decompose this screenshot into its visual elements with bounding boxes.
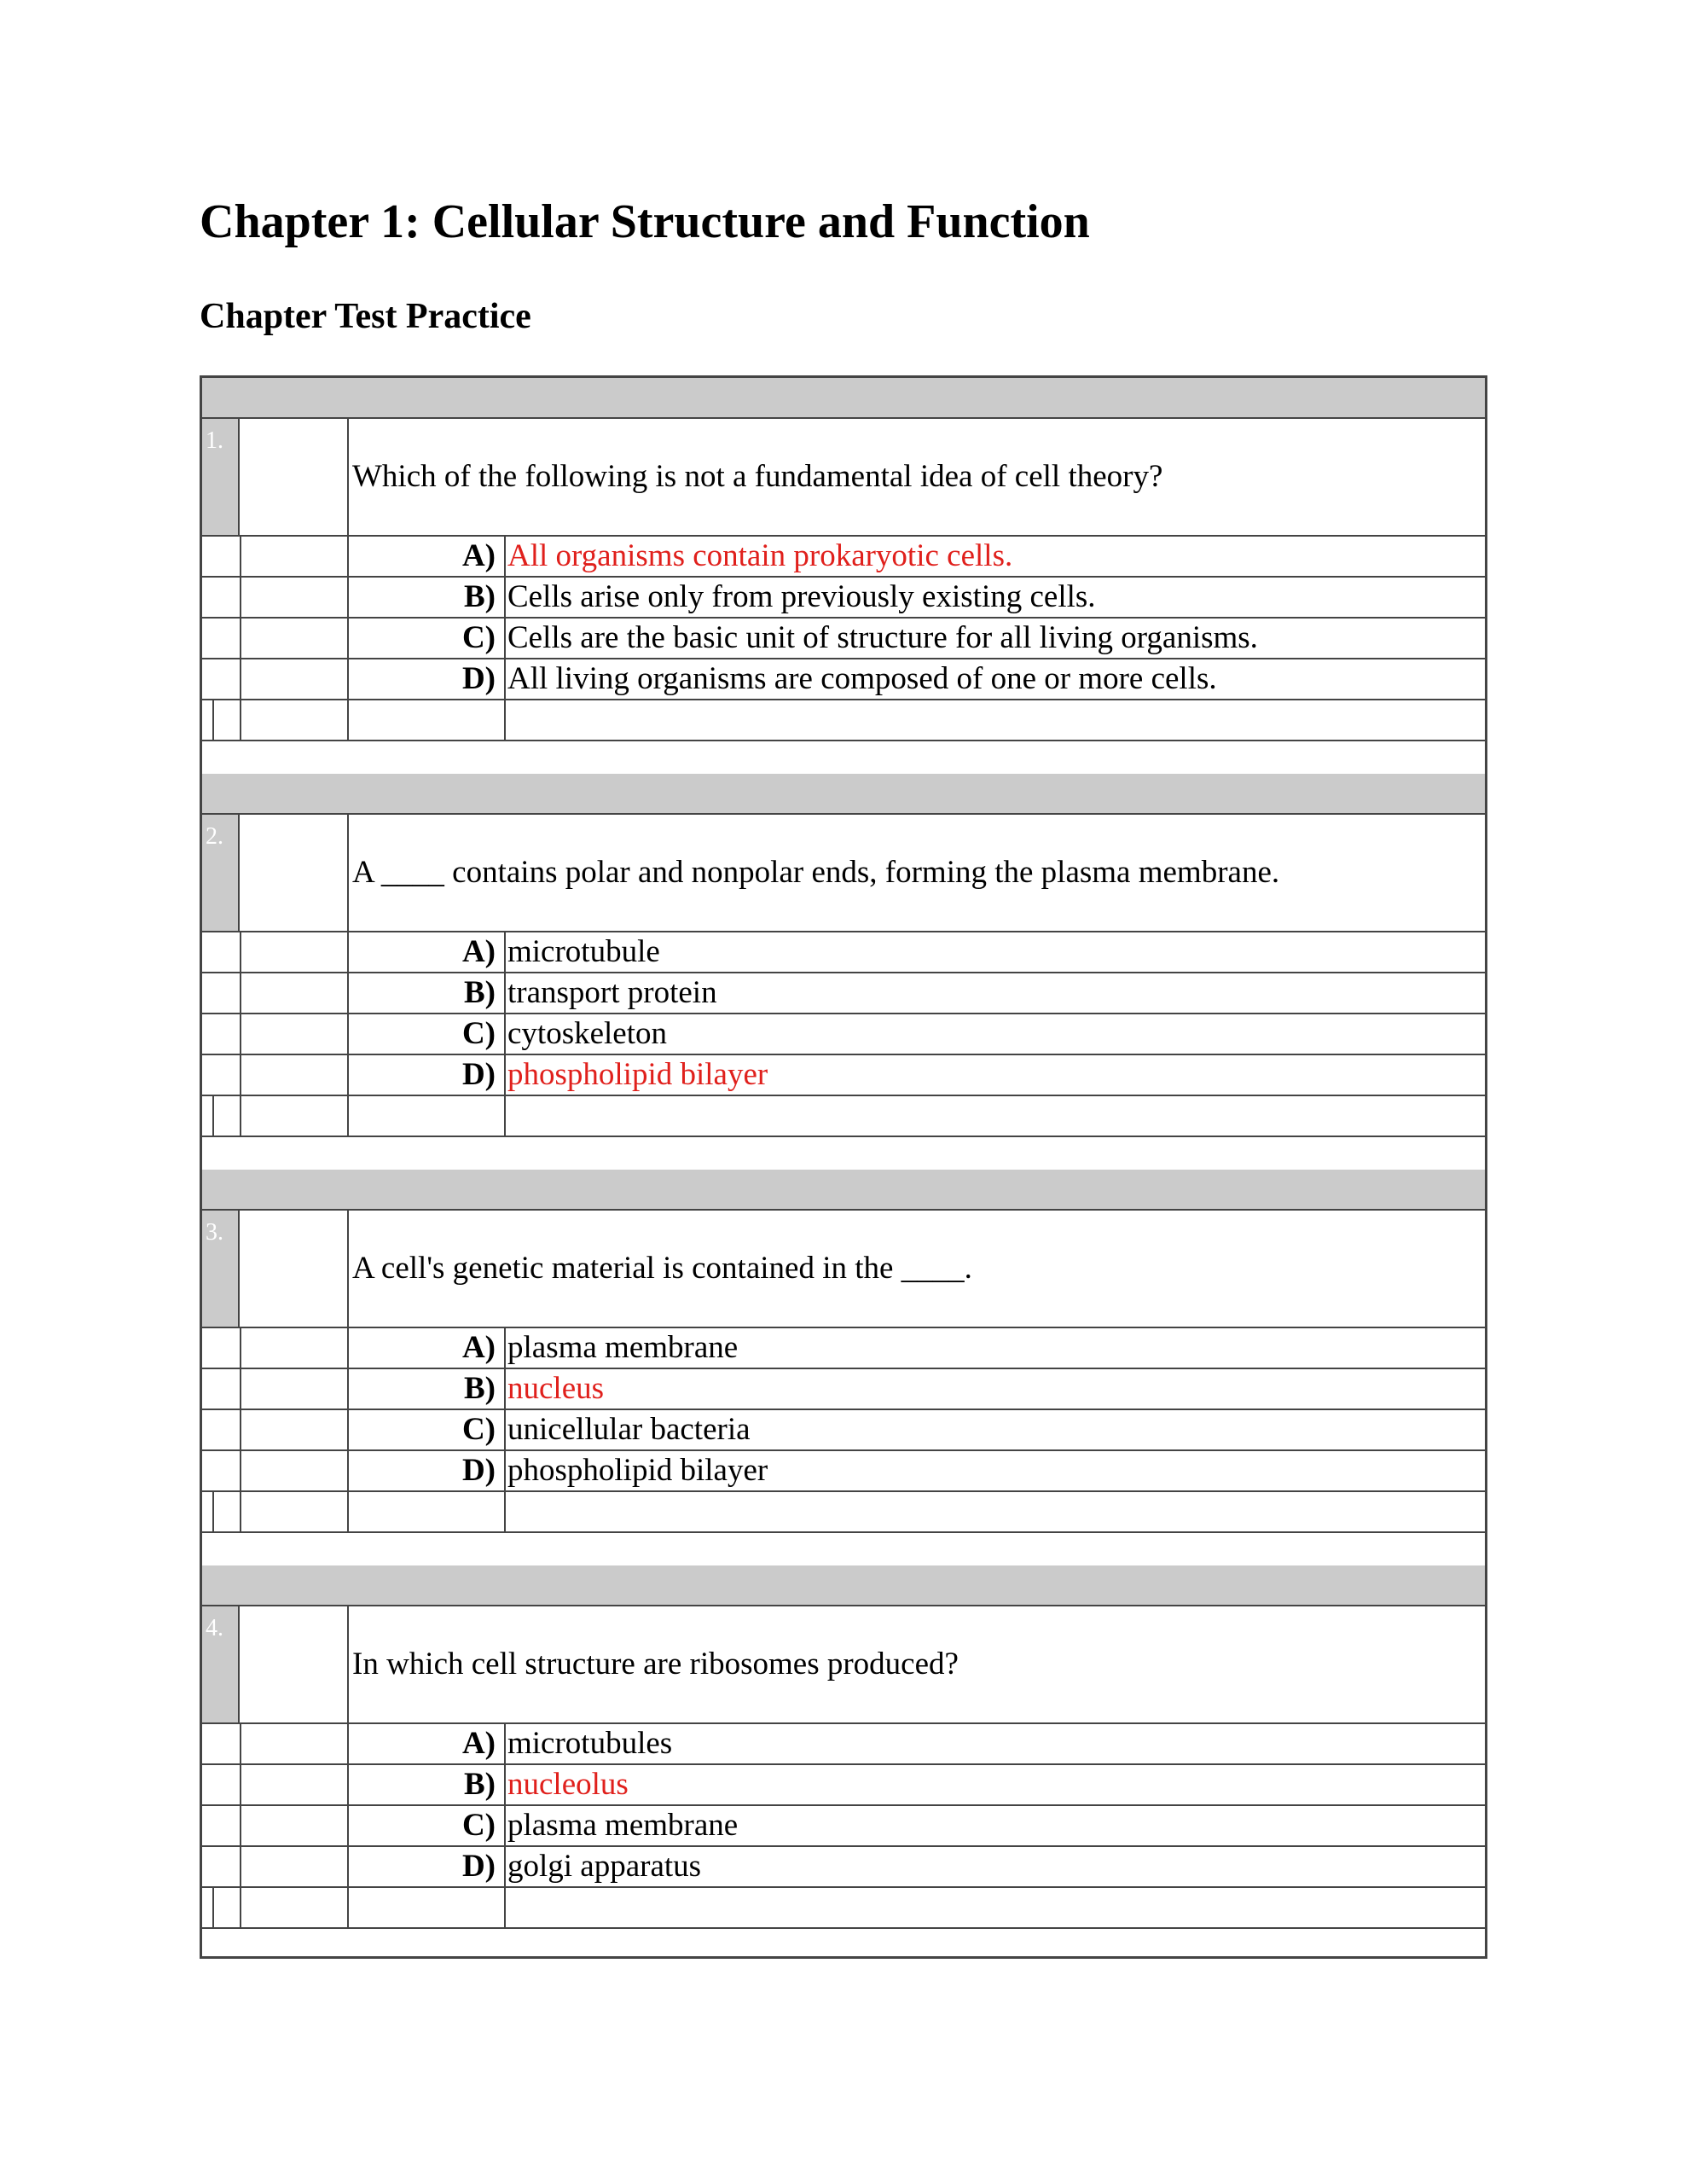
- column-rule: [212, 1490, 214, 1531]
- option-letter: A): [461, 1726, 496, 1761]
- option-letter: D): [461, 661, 496, 696]
- answer-option: Cells arise only from previously existing cells.: [507, 579, 1096, 614]
- row-rule: [202, 1763, 1485, 1765]
- question-number: 2.: [206, 823, 223, 850]
- column-rule: [212, 699, 214, 740]
- row-rule: [202, 1804, 1485, 1806]
- answer-option: microtubule: [507, 934, 660, 969]
- row-rule: [202, 1013, 1485, 1014]
- option-letter: C): [461, 620, 496, 655]
- correct-answer-option: phospholipid bilayer: [507, 1057, 768, 1092]
- row-rule: [202, 699, 1485, 700]
- question-number: 1.: [206, 427, 223, 454]
- question-number-cell: [202, 1211, 240, 1327]
- question-text: Which of the following is not a fundamental idea of cell theory?: [352, 459, 1163, 494]
- question-text: A cell's genetic material is contained in the ____.: [352, 1251, 972, 1286]
- row-rule: [202, 1095, 1485, 1096]
- answer-option: plasma membrane: [507, 1808, 739, 1843]
- question-header-band: [202, 1565, 1485, 1606]
- question-text: A ____ contains polar and nonpolar ends, forming the plasma membrane.: [352, 855, 1280, 890]
- column-rule: [240, 1722, 241, 1927]
- correct-answer-option: nucleolus: [507, 1767, 629, 1802]
- answer-option: golgi apparatus: [507, 1849, 702, 1884]
- row-rule: [202, 1449, 1485, 1451]
- row-rule: [202, 1409, 1485, 1410]
- column-rule: [212, 1886, 214, 1927]
- correct-answer-option: All organisms contain prokaryotic cells.: [507, 538, 1013, 573]
- answer-option: phospholipid bilayer: [507, 1453, 768, 1488]
- answer-option: microtubules: [507, 1726, 673, 1761]
- row-rule: [202, 1327, 1485, 1328]
- row-rule: [202, 535, 1485, 537]
- answer-option: cytoskeleton: [507, 1016, 668, 1051]
- option-letter: C): [461, 1412, 496, 1447]
- column-rule: [240, 1327, 241, 1531]
- row-rule: [202, 1531, 1485, 1533]
- question-number-cell: [202, 419, 240, 535]
- question-number: 3.: [206, 1219, 223, 1246]
- question-header-band: [202, 1170, 1485, 1211]
- row-rule: [202, 1886, 1485, 1888]
- option-letter: D): [461, 1057, 496, 1092]
- column-rule: [240, 931, 241, 1136]
- option-letter: B): [464, 1767, 496, 1802]
- answer-option: plasma membrane: [507, 1330, 739, 1365]
- row-rule: [202, 1136, 1485, 1137]
- row-rule: [202, 658, 1485, 659]
- option-letter: B): [464, 1371, 496, 1406]
- row-rule: [202, 740, 1485, 741]
- row-rule: [202, 1054, 1485, 1055]
- question-table: [200, 375, 1487, 1959]
- option-letter: D): [461, 1849, 496, 1884]
- row-rule: [202, 1845, 1485, 1847]
- option-letter: A): [461, 538, 496, 573]
- row-rule: [202, 617, 1485, 619]
- page-title: Chapter 1: Cellular Structure and Function: [200, 195, 1090, 248]
- row-rule: [202, 1368, 1485, 1369]
- question-number-cell: [202, 1606, 240, 1722]
- row-rule: [202, 1490, 1485, 1492]
- row-rule: [202, 1927, 1485, 1929]
- row-rule: [202, 1722, 1485, 1724]
- option-letter: A): [461, 1330, 496, 1365]
- option-letter: C): [461, 1016, 496, 1051]
- question-header-band: [202, 378, 1485, 419]
- row-rule: [202, 576, 1485, 578]
- option-letter: A): [461, 934, 496, 969]
- column-rule: [212, 1095, 214, 1136]
- question-number-cell: [202, 815, 240, 931]
- option-letter: B): [464, 975, 496, 1010]
- column-rule: [240, 535, 241, 740]
- correct-answer-option: nucleus: [507, 1371, 605, 1406]
- page-subtitle: Chapter Test Practice: [200, 297, 531, 336]
- option-letter: B): [464, 579, 496, 614]
- option-letter: D): [461, 1453, 496, 1488]
- row-rule: [202, 931, 1485, 932]
- answer-option: unicellular bacteria: [507, 1412, 751, 1447]
- question-text: In which cell structure are ribosomes produced?: [352, 1647, 959, 1682]
- option-letter: C): [461, 1808, 496, 1843]
- answer-option: All living organisms are composed of one or more cells.: [507, 661, 1217, 696]
- answer-option: Cells are the basic unit of structure for all living organisms.: [507, 620, 1258, 655]
- question-header-band: [202, 774, 1485, 815]
- question-number: 4.: [206, 1615, 223, 1641]
- answer-option: transport protein: [507, 975, 717, 1010]
- row-rule: [202, 972, 1485, 973]
